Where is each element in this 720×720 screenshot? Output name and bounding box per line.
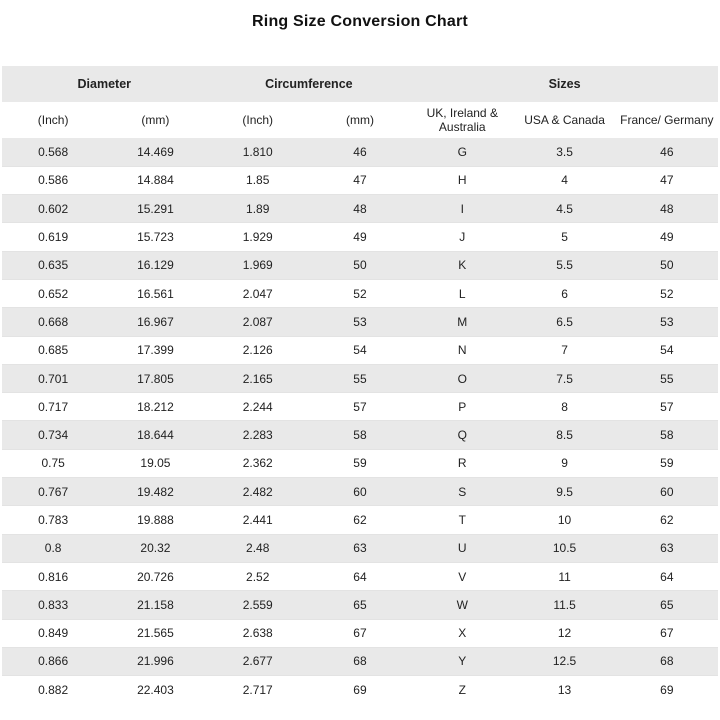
table-cell: 10.5	[552, 541, 577, 556]
table-cell: 16.129	[137, 258, 174, 273]
table-row	[2, 647, 718, 675]
table-cell: O	[457, 371, 467, 386]
group-header-diameter: Diameter	[2, 66, 207, 102]
table-cell: 19.482	[137, 484, 174, 499]
table-cell: 0.816	[38, 569, 69, 584]
table-cell: S	[458, 484, 467, 499]
table-cell: 62	[353, 513, 367, 527]
table-cell: 0.652	[38, 286, 69, 301]
table-cell: 18.212	[137, 399, 174, 414]
table-cell: 49	[353, 230, 367, 245]
column-header-diameter-inch: (Inch)	[2, 102, 104, 138]
column-header-usa-canada: USA & Canada	[513, 102, 615, 138]
table-cell: I	[460, 201, 464, 216]
table-cell: 1.929	[242, 230, 273, 245]
table-cell: 19.05	[140, 456, 171, 471]
table-cell: 57	[353, 399, 367, 414]
table-cell: 65	[353, 597, 367, 612]
table-cell: 69	[353, 683, 367, 698]
table-cell: 18.644	[137, 428, 174, 443]
table-cell: K	[458, 258, 467, 273]
table-cell: 0.833	[38, 597, 69, 612]
table-cell: 11.5	[553, 597, 576, 612]
table-cell: 2.677	[242, 654, 273, 669]
table-row	[2, 449, 718, 477]
column-header-row	[2, 102, 718, 138]
table-cell: 0.849	[38, 626, 69, 641]
table-cell: R	[457, 456, 467, 471]
table-cell: 63	[660, 541, 674, 556]
table-cell: 1.85	[246, 173, 270, 188]
table-cell: N	[457, 343, 467, 358]
table-cell: 57	[660, 399, 674, 414]
table-cell: 7.5	[556, 371, 573, 386]
table-cell: 2.52	[246, 569, 270, 584]
table-cell: 54	[353, 343, 367, 358]
table-cell: 15.291	[137, 201, 174, 216]
table-cell: 52	[353, 286, 367, 301]
table-row	[2, 506, 718, 534]
table-cell: 17.805	[137, 371, 174, 386]
table-row	[2, 364, 718, 392]
table-cell: 50	[660, 258, 674, 273]
table-row	[2, 195, 718, 223]
table-cell: 55	[660, 371, 674, 386]
table-cell: 2.087	[242, 314, 273, 329]
table-row	[2, 619, 718, 647]
table-row	[2, 279, 718, 307]
column-header-france-germany: France/ Germany	[616, 102, 718, 138]
table-cell: 12.5	[552, 654, 577, 669]
table-cell: 15.723	[137, 230, 174, 245]
column-header-diameter-mm: (mm)	[104, 102, 206, 138]
group-header-circumference: Circumference	[207, 66, 412, 102]
table-row	[2, 562, 718, 590]
table-row	[2, 138, 718, 166]
table-cell: 16.967	[137, 314, 174, 329]
table-cell: 54	[660, 343, 674, 358]
table-cell: 53	[353, 314, 367, 329]
table-row	[2, 421, 718, 449]
table-cell: X	[458, 626, 467, 641]
table-cell: 5	[561, 230, 568, 245]
table-cell: 58	[660, 428, 674, 443]
table-cell: 2.559	[242, 597, 273, 612]
table-cell: 4	[561, 173, 568, 188]
table-cell: J	[459, 230, 466, 245]
table-cell: 0.866	[38, 654, 69, 669]
table-cell: G	[457, 144, 467, 159]
table-cell: 3.5	[556, 144, 573, 159]
table-cell: 10	[557, 513, 572, 527]
table-cell: 2.362	[242, 456, 273, 471]
table-row	[2, 591, 718, 619]
table-cell: 6	[561, 286, 568, 301]
table-cell: 2.482	[242, 484, 273, 499]
table-cell: 46	[660, 144, 674, 159]
table-cell: 0.602	[38, 201, 69, 216]
group-header-row	[2, 66, 718, 102]
table-cell: 14.884	[137, 173, 174, 188]
table-cell: 0.8	[44, 541, 62, 556]
table-cell: 12	[557, 626, 572, 641]
table-cell: 64	[660, 569, 674, 584]
table-cell: 62	[660, 513, 674, 527]
table-cell: 55	[353, 371, 367, 386]
table-cell: 21.158	[137, 597, 174, 612]
table-cell: T	[458, 513, 466, 527]
column-header-circumference-inch: (Inch)	[207, 102, 309, 138]
table-cell: 0.619	[38, 230, 69, 245]
table-cell: 58	[353, 428, 367, 443]
table-cell: 2.717	[242, 683, 273, 698]
table-cell: 46	[353, 144, 367, 159]
table-cell: 1.89	[246, 201, 270, 216]
table-cell: 13	[557, 683, 572, 698]
table-cell: 0.75	[41, 456, 65, 471]
table-row	[2, 336, 718, 364]
table-cell: U	[457, 541, 467, 556]
table-cell: 48	[660, 201, 674, 216]
table-cell: 2.165	[242, 371, 273, 386]
column-header-circumference-mm: (mm)	[309, 102, 411, 138]
table-cell: 0.668	[38, 314, 69, 329]
table-row	[2, 393, 718, 421]
table-cell: 65	[660, 597, 674, 612]
table-cell: 19.888	[137, 513, 174, 527]
table-row	[2, 251, 718, 279]
table-row	[2, 166, 718, 194]
table-cell: 1.810	[242, 144, 273, 159]
table-cell: 21.565	[137, 626, 174, 641]
table-cell: 67	[660, 626, 674, 641]
table-cell: 0.717	[38, 399, 69, 414]
table-cell: 68	[353, 654, 367, 669]
table-cell: 8.5	[556, 428, 573, 443]
table-cell: 2.244	[242, 399, 273, 414]
table-cell: 8	[561, 399, 568, 414]
table-row	[2, 478, 718, 506]
table-cell: 63	[353, 541, 367, 556]
table-cell: P	[458, 399, 467, 414]
table-cell: 11	[558, 569, 571, 584]
table-cell: W	[456, 597, 468, 612]
table-cell: 0.701	[38, 371, 69, 386]
table-cell: 2.441	[242, 513, 273, 527]
table-cell: 1.969	[242, 258, 273, 273]
table-row	[2, 308, 718, 336]
column-header-uk-ireland-australia: UK, Ireland & Australia	[411, 102, 513, 138]
table-cell: V	[458, 569, 467, 584]
table-cell: 60	[660, 484, 674, 499]
table-cell: 48	[353, 201, 367, 216]
table-cell: 2.48	[246, 541, 270, 556]
table-body	[2, 138, 718, 704]
table-cell: 0.767	[38, 484, 69, 499]
table-cell: 0.734	[38, 428, 69, 443]
table-cell: 0.685	[38, 343, 69, 358]
table-cell: 0.635	[38, 258, 69, 273]
table-cell: 60	[353, 484, 367, 499]
table-cell: M	[457, 314, 468, 329]
table-cell: 22.403	[137, 683, 174, 698]
group-header-sizes: Sizes	[411, 66, 718, 102]
table-cell: 4.5	[556, 201, 573, 216]
table-cell: 20.32	[140, 541, 171, 556]
table-cell: 2.283	[242, 428, 273, 443]
table-cell: 47	[353, 173, 367, 188]
table-cell: 64	[353, 569, 367, 584]
table-cell: 5.5	[556, 258, 573, 273]
table-cell: 67	[353, 626, 367, 641]
table-cell: 16.561	[137, 286, 174, 301]
table-cell: 59	[353, 456, 367, 471]
table-cell: 49	[660, 230, 674, 245]
table-row	[2, 534, 718, 562]
table-cell: Z	[458, 683, 466, 698]
table-cell: 0.586	[38, 173, 69, 188]
table-cell: 50	[353, 258, 367, 273]
table-cell: 0.882	[38, 683, 69, 698]
table-cell: Y	[458, 654, 467, 669]
table-cell: 53	[660, 314, 674, 329]
table-cell: 2.047	[242, 286, 273, 301]
table-cell: L	[458, 286, 466, 301]
ring-size-conversion-table	[2, 66, 718, 704]
table-cell: 68	[660, 654, 674, 669]
table-cell: 52	[660, 286, 674, 301]
table-cell: 9.5	[556, 484, 573, 499]
table-row	[2, 676, 718, 704]
table-cell: 59	[660, 456, 674, 471]
table-cell: 20.726	[137, 569, 174, 584]
table-cell: 14.469	[137, 144, 174, 159]
table-cell: 47	[660, 173, 674, 188]
table-cell: 0.568	[38, 144, 69, 159]
table-cell: 17.399	[137, 343, 174, 358]
table-cell: 0.783	[38, 513, 69, 527]
table-cell: H	[457, 173, 467, 188]
table-cell: 2.638	[242, 626, 273, 641]
table-cell: 69	[660, 683, 674, 698]
table-cell: 6.5	[556, 314, 573, 329]
table-cell: 9	[561, 456, 568, 471]
table-cell: 2.126	[242, 343, 273, 358]
page-title: Ring Size Conversion Chart	[252, 13, 468, 30]
table-cell: 21.996	[137, 654, 174, 669]
table-row	[2, 223, 718, 251]
table-cell: 7	[561, 343, 568, 358]
table-header	[2, 66, 718, 138]
table-cell: Q	[457, 428, 467, 443]
